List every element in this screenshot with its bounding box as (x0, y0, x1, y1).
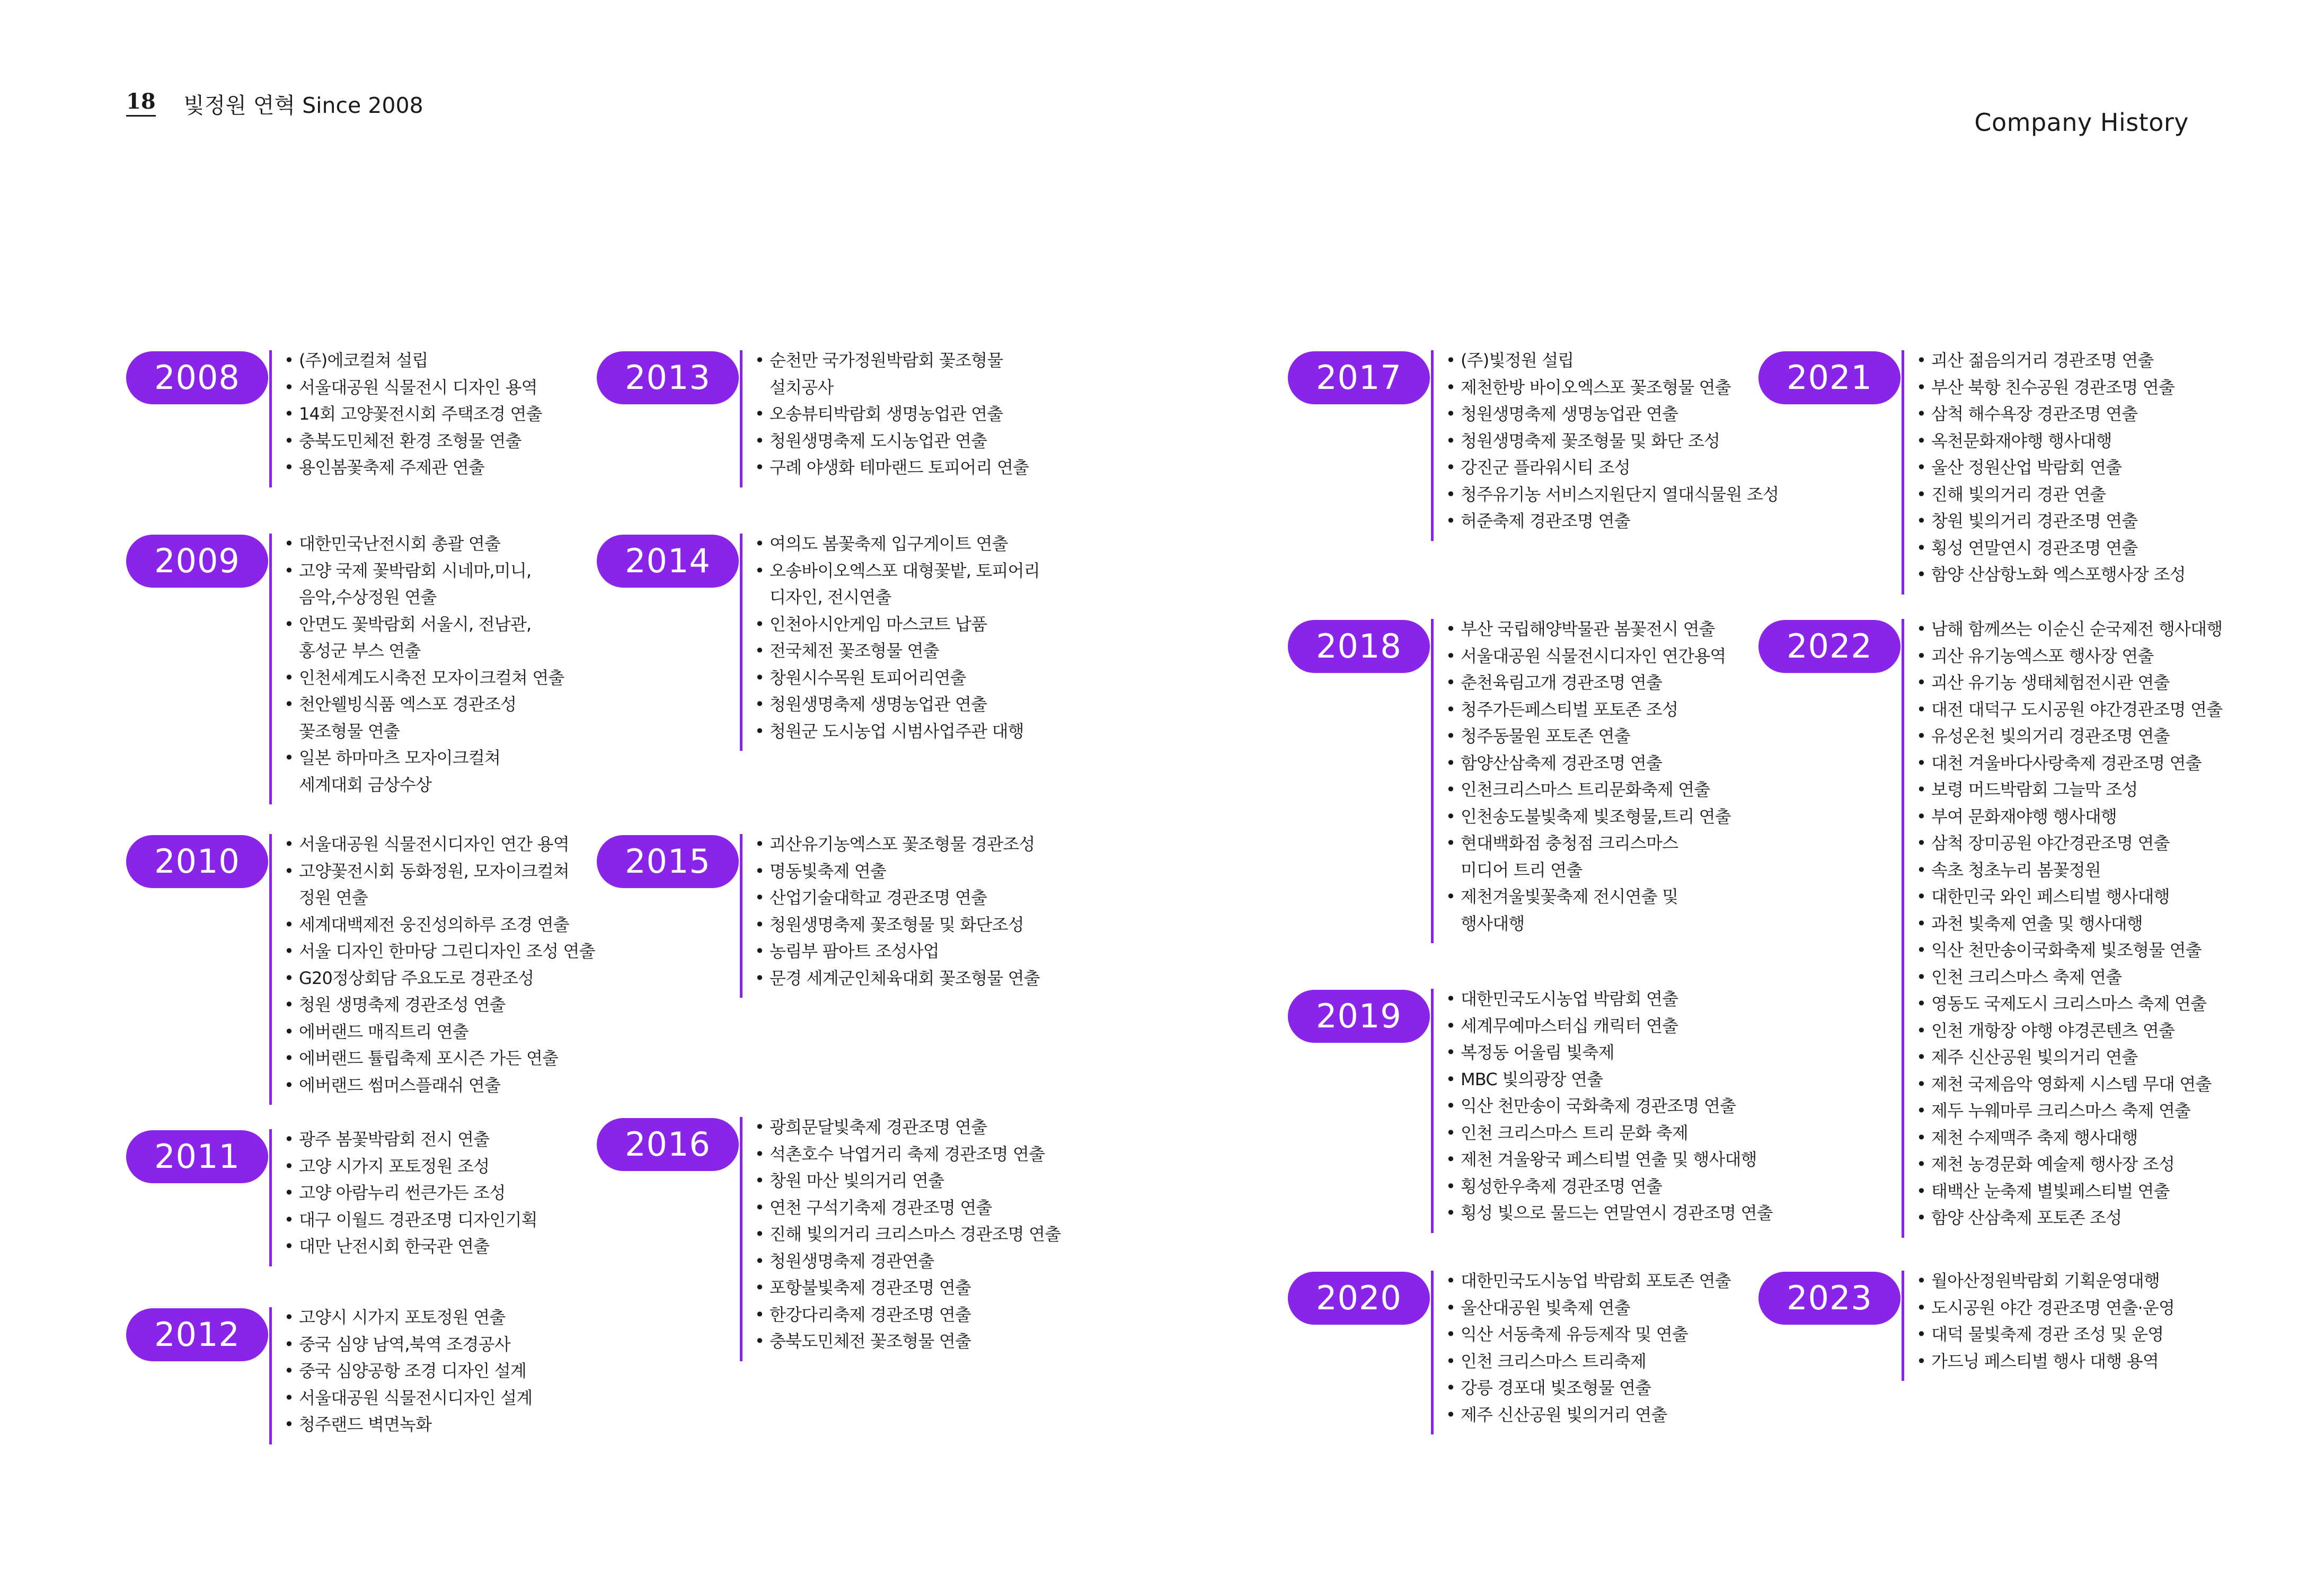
milestone-list (1916, 1267, 2174, 1375)
milestone-item: • 농림부 팜아트 조성사업 (755, 938, 1040, 965)
year-badge: 2012 (126, 1308, 268, 1361)
timeline-entry-2018 (1288, 616, 1818, 947)
milestone-item: • 익산 천만송이 국화축제 경관조명 연출 (1446, 1093, 1773, 1120)
milestone-list (1446, 1267, 1731, 1428)
milestone-item: • 순천만 국가정원박람회 꽃조형물 설치공사 (755, 347, 1029, 401)
milestone-item: • 연천 구석기축제 경관조명 연출 (755, 1194, 1060, 1221)
year-badge: 2019 (1288, 990, 1430, 1043)
milestone-item: • 진해 빛의거리 크리스마스 경관조명 연출 (755, 1221, 1060, 1248)
milestone-item: • 서울대공원 식물전시디자인 설계 (284, 1385, 532, 1412)
milestone-item: • 고양시 시가지 포토정원 연출 (284, 1304, 532, 1331)
milestone-item: • 속초 청초누리 봄꽃정원 (1916, 857, 2222, 884)
year-badge: 2022 (1758, 620, 1900, 673)
milestone-item: • 인천아시안게임 마스코트 납품 (755, 611, 1040, 638)
milestone-item: • 복정동 어울림 빛축제 (1446, 1039, 1773, 1066)
milestone-item: • 제두 누웨마루 크리스마스 축제 연출 (1916, 1097, 2222, 1124)
timeline-entry-2009 (126, 530, 656, 809)
timeline-divider (269, 534, 272, 804)
milestone-item: • 유성온천 빛의거리 경관조명 연출 (1916, 723, 2222, 750)
page-subtitle: Company History (1974, 108, 2189, 137)
milestone-item: • 제천한방 바이오엑스포 꽃조형물 연출 (1446, 374, 1779, 401)
milestone-item: • 서울대공원 식물전시디자인 연간 용역 (284, 831, 595, 858)
milestone-item: • 청원 생명축제 경관조성 연출 (284, 991, 595, 1018)
timeline-divider (269, 834, 272, 1105)
milestone-list (284, 1126, 537, 1260)
milestone-item: • 강릉 경포대 빛조형물 연출 (1446, 1375, 1731, 1402)
milestone-item: • 창원 빛의거리 경관조명 연출 (1916, 508, 2186, 535)
year-badge: 2015 (597, 835, 739, 888)
milestone-item: • 함양 산삼축제 포토존 조성 (1916, 1204, 2222, 1231)
milestone-list (284, 1304, 532, 1438)
milestone-item: • 대만 난전시회 한국관 연출 (284, 1233, 537, 1260)
year-badge: 2014 (597, 535, 739, 588)
milestone-item: • 오송뷰티박람회 생명농업관 연출 (755, 401, 1029, 428)
milestone-item: • 대덕 물빛축제 경관 조성 및 운영 (1916, 1321, 2174, 1348)
timeline-entry-2016 (597, 1114, 1127, 1366)
milestone-item: • 세계대백제전 웅진성의하루 조경 연출 (284, 911, 595, 938)
milestone-item: • 삼척 해수욕장 경관조명 연출 (1916, 401, 2186, 428)
milestone-item: • 고양 국제 꽃박람회 시네마,미니, 음악,수상정원 연출 (284, 557, 564, 611)
timeline-entry-2015 (597, 831, 1127, 1002)
milestone-item: • 삼척 장미공원 야간경관조명 연출 (1916, 830, 2222, 857)
milestone-list (284, 530, 564, 798)
milestone-item: • 횡성 빛으로 물드는 연말연시 경관조명 연출 (1446, 1200, 1773, 1227)
milestone-item: • 일본 하마마츠 모자이크컬쳐 세계대회 금상수상 (284, 744, 564, 798)
timeline-divider (740, 534, 742, 751)
milestone-item: • 청원생명축제 생명농업관 연출 (755, 691, 1040, 718)
milestone-item: • 산업기술대학교 경관조명 연출 (755, 884, 1040, 911)
timeline-divider (1902, 350, 1904, 595)
milestone-item: • 부산 국립해양박물관 봄꽃전시 연출 (1446, 616, 1731, 643)
milestone-item: • 중국 심양공항 조경 디자인 설계 (284, 1358, 532, 1385)
year-badge: 2020 (1288, 1272, 1430, 1325)
milestone-item: • (주)에코컬쳐 설립 (284, 347, 542, 374)
milestone-item: • (주)빛정원 설립 (1446, 347, 1779, 374)
milestone-item: • 횡성한우축제 경관조명 연출 (1446, 1173, 1773, 1200)
milestone-item: • 도시공원 야간 경관조명 연출·운영 (1916, 1294, 2174, 1322)
milestone-list (284, 347, 542, 481)
milestone-item: • 한강다리축제 경관조명 연출 (755, 1301, 1060, 1328)
timeline-divider (1431, 989, 1434, 1233)
timeline-divider (1902, 1271, 1904, 1381)
milestone-item: • 에버랜드 매직트리 연출 (284, 1018, 595, 1045)
milestone-item: • 괴산유기농엑스포 꽃조형물 경관조성 (755, 831, 1040, 858)
milestone-item: • 대천 겨울바다사랑축제 경관조명 연출 (1916, 750, 2222, 777)
milestone-item: • 남해 함께쓰는 이순신 순국제전 행사대행 (1916, 616, 2222, 643)
milestone-item: • 청원생명축제 생명농업관 연출 (1446, 401, 1779, 428)
year-badge: 2018 (1288, 620, 1430, 673)
milestone-item: • 고양꽃전시회 동화정원, 모자이크컬쳐 정원 연출 (284, 858, 595, 911)
timeline-divider (1902, 619, 1904, 1238)
milestone-item: • 대한민국난전시회 총괄 연출 (284, 530, 564, 557)
milestone-item: • 명동빛축제 연출 (755, 858, 1040, 885)
milestone-item: • 인천송도불빛축제 빛조형물,트리 연출 (1446, 803, 1731, 830)
timeline-entry-2021 (1758, 347, 2288, 599)
milestone-item: • 포항불빛축제 경관조명 연출 (755, 1274, 1060, 1301)
milestone-item: • 인천세계도시축전 모자이크컬쳐 연출 (284, 664, 564, 691)
milestone-item: • 옥천문화재야행 행사대행 (1916, 428, 2186, 455)
milestone-list (755, 831, 1040, 991)
year-badge: 2016 (597, 1118, 739, 1171)
timeline-entry-2014 (597, 530, 1127, 755)
timeline-entry-2013 (597, 347, 1127, 492)
milestone-item: • 창원 마산 빛의거리 연출 (755, 1167, 1060, 1194)
timeline-divider (269, 1129, 272, 1266)
milestone-item: • 청원생명축제 꽃조형물 및 화단조성 (755, 911, 1040, 938)
milestone-item: • 대전 대덕구 도시공원 야간경관조명 연출 (1916, 696, 2222, 723)
milestone-item: • 광주 봄꽃박람회 전시 연출 (284, 1126, 537, 1153)
milestone-item: • 춘천육림고개 경관조명 연출 (1446, 669, 1731, 696)
milestone-list (755, 1114, 1060, 1355)
milestone-item: • 제주 신산공원 빛의거리 연출 (1916, 1044, 2222, 1071)
milestone-list (755, 347, 1029, 481)
milestone-list (1916, 347, 2186, 588)
timeline-divider (740, 834, 742, 998)
milestone-item: • 월아산정원박람회 기획운영대행 (1916, 1267, 2174, 1294)
year-badge: 2011 (126, 1130, 268, 1183)
year-badge: 2009 (126, 535, 268, 588)
milestone-item: • 괴산 유기농 생태체험전시관 연출 (1916, 669, 2222, 696)
milestone-item: • 영동도 국제도시 크리스마스 축제 연출 (1916, 990, 2222, 1017)
page-title: 빛정원 연혁 Since 2008 (183, 93, 423, 118)
timeline-divider (740, 350, 742, 487)
timeline-divider (1431, 619, 1434, 943)
milestone-item: • 에버랜드 썸머스플래쉬 연출 (284, 1072, 595, 1099)
milestone-item: • 용인봄꽃축제 주제관 연출 (284, 454, 542, 481)
timeline-entry-2023 (1758, 1267, 2288, 1385)
milestone-item: • 청주동물원 포토존 연출 (1446, 723, 1731, 750)
milestone-item: • 창원시수목원 토피어리연출 (755, 664, 1040, 691)
milestone-item: • 청주유기농 서비스지원단지 열대식물원 조성 (1446, 481, 1779, 508)
timeline-entry-2017 (1288, 347, 1818, 545)
milestone-item: • 청원군 도시농업 시범사업주관 대행 (755, 718, 1040, 745)
milestone-item: • 청원생명축제 꽃조형물 및 화단 조성 (1446, 428, 1779, 455)
milestone-list (284, 831, 595, 1098)
milestone-item: • 제천 농경문화 예술제 행사장 조성 (1916, 1151, 2222, 1178)
milestone-item: • 전국체전 꽃조형물 연출 (755, 637, 1040, 664)
milestone-item: • 청원생명축제 경관연출 (755, 1248, 1060, 1275)
milestone-item: • 석촌호수 낙엽거리 축제 경관조명 연출 (755, 1141, 1060, 1168)
milestone-item: • 부여 문화재야행 행사대행 (1916, 803, 2222, 830)
milestone-item: • 고양 아람누리 썬큰가든 조성 (284, 1180, 537, 1207)
milestone-item: • 청주가든페스티벌 포토존 조성 (1446, 696, 1731, 723)
milestone-item: • G20정상회담 주요도로 경관조성 (284, 965, 595, 992)
milestone-item: • 문경 세계군인체육대회 꽃조형물 연출 (755, 965, 1040, 992)
milestone-item: • 진해 빛의거리 경관 연출 (1916, 481, 2186, 508)
milestone-item: • 충북도민체전 환경 조형물 연출 (284, 428, 542, 455)
milestone-item: • 인천 개항장 야행 야경콘텐츠 연출 (1916, 1017, 2222, 1044)
milestone-item: • 서울대공원 식물전시 디자인 용역 (284, 374, 542, 401)
milestone-item: • 서울 디자인 한마당 그린디자인 조성 연출 (284, 938, 595, 965)
milestone-item: • 강진군 플라워시티 조성 (1446, 454, 1779, 481)
milestone-item: • 대한민국도시농업 박람회 연출 (1446, 986, 1773, 1013)
milestone-list (1446, 616, 1731, 937)
milestone-item: • 대한민국 와인 페스티벌 행사대행 (1916, 883, 2222, 910)
milestone-item: • 청주랜드 벽면녹화 (284, 1411, 532, 1438)
year-badge: 2021 (1758, 351, 1900, 404)
milestone-item: • 태백산 눈축제 별빛페스티벌 연출 (1916, 1178, 2222, 1205)
milestone-item: • 부산 북항 친수공원 경관조명 연출 (1916, 374, 2186, 401)
milestone-item: • 오송바이오엑스포 대형꽃밭, 토피어리 디자인, 전시연출 (755, 557, 1040, 611)
year-badge: 2013 (597, 351, 739, 404)
milestone-item: • MBC 빛의광장 연출 (1446, 1066, 1773, 1093)
milestone-item: • 세계무예마스터십 캐릭터 연출 (1446, 1013, 1773, 1040)
timeline-divider (1431, 350, 1434, 541)
milestone-list (1446, 986, 1773, 1227)
milestone-item: • 가드닝 페스티벌 행사 대행 용역 (1916, 1348, 2174, 1375)
milestone-item: • 에버랜드 튤립축제 포시즌 가든 연출 (284, 1045, 595, 1072)
milestone-item: • 제천 수제맥주 축제 행사대행 (1916, 1124, 2222, 1151)
milestone-item: • 청원생명축제 도시농업관 연출 (755, 428, 1029, 455)
year-badge: 2017 (1288, 351, 1430, 404)
timeline-divider (1431, 1271, 1434, 1434)
milestone-item: • 14회 고양꽃전시회 주택조경 연출 (284, 401, 542, 428)
timeline-entry-2022 (1758, 616, 2288, 1242)
timeline-entry-2019 (1288, 986, 1818, 1237)
timeline-entry-2011 (126, 1126, 656, 1271)
milestone-item: • 울산대공원 빛축제 연출 (1446, 1294, 1731, 1322)
milestone-list (1446, 347, 1779, 535)
year-badge: 2008 (126, 351, 268, 404)
milestone-item: • 함양산삼축제 경관조명 연출 (1446, 750, 1731, 777)
milestone-item: • 제천 겨울왕국 페스티벌 연출 및 행사대행 (1446, 1146, 1773, 1173)
milestone-list (1916, 616, 2222, 1231)
milestone-item: • 제천겨울빛꽃축제 전시연출 및 행사대행 (1446, 883, 1731, 937)
timeline-entry-2020 (1288, 1267, 1818, 1439)
timeline-divider (269, 350, 272, 487)
milestone-item: • 인천 크리스마스 축제 연출 (1916, 964, 2222, 991)
timeline-entry-2008 (126, 347, 656, 492)
milestone-item: • 안면도 꽃박람회 서울시, 전남관, 홍성군 부스 연출 (284, 611, 564, 664)
milestone-item: • 인천크리스마스 트리문화축제 연출 (1446, 776, 1731, 803)
milestone-item: • 대구 이월드 경관조명 디자인기획 (284, 1207, 537, 1234)
milestone-item: • 대한민국도시농업 박람회 포토존 연출 (1446, 1267, 1731, 1294)
milestone-item: • 인천 크리스마스 트리 문화 축제 (1446, 1120, 1773, 1147)
timeline-divider (269, 1307, 272, 1444)
milestone-item: • 허준축제 경관조명 연출 (1446, 508, 1779, 535)
milestone-item: • 보령 머드박람회 그늘막 조성 (1916, 776, 2222, 803)
milestone-item: • 익산 서동축제 유등제작 및 연출 (1446, 1321, 1731, 1348)
milestone-item: • 고양 시가지 포토정원 조성 (284, 1153, 537, 1180)
milestone-item: • 횡성 연말연시 경관조명 연출 (1916, 535, 2186, 562)
milestone-item: • 함양 산삼항노화 엑스포행사장 조성 (1916, 561, 2186, 588)
milestone-item: • 충북도민체전 꽃조형물 연출 (755, 1328, 1060, 1355)
milestone-item: • 현대백화점 충청점 크리스마스 미디어 트리 연출 (1446, 830, 1731, 883)
milestone-item: • 제주 신산공원 빛의거리 연출 (1446, 1402, 1731, 1429)
milestone-item: • 제천 국제음악 영화제 시스템 무대 연출 (1916, 1071, 2222, 1098)
milestone-item: • 중국 심양 남역,북역 조경공사 (284, 1331, 532, 1358)
milestone-item: • 익산 천만송이국화축제 빛조형물 연출 (1916, 937, 2222, 964)
year-badge: 2023 (1758, 1272, 1900, 1325)
page-number: 18 (126, 89, 156, 117)
timeline-entry-2012 (126, 1304, 656, 1449)
milestone-item: • 괴산 유기농엑스포 행사장 연출 (1916, 643, 2222, 670)
milestone-item: • 여의도 봄꽃축제 입구게이트 연출 (755, 530, 1040, 557)
milestone-item: • 인천 크리스마스 트리축제 (1446, 1348, 1731, 1375)
year-badge: 2010 (126, 835, 268, 888)
milestone-item: • 과천 빛축제 연출 및 행사대행 (1916, 910, 2222, 937)
milestone-item: • 천안웰빙식품 엑스포 경관조성 꽃조형물 연출 (284, 691, 564, 744)
milestone-item: • 구례 야생화 테마랜드 토피어리 연출 (755, 454, 1029, 481)
timeline-divider (740, 1117, 742, 1361)
milestone-item: • 괴산 젊음의거리 경관조명 연출 (1916, 347, 2186, 374)
milestone-list (755, 530, 1040, 744)
milestone-item: • 울산 정원산업 박람회 연출 (1916, 454, 2186, 481)
milestone-item: • 광희문달빛축제 경관조명 연출 (755, 1114, 1060, 1141)
milestone-item: • 서울대공원 식물전시디자인 연간용역 (1446, 643, 1731, 670)
timeline-entry-2010 (126, 831, 656, 1109)
